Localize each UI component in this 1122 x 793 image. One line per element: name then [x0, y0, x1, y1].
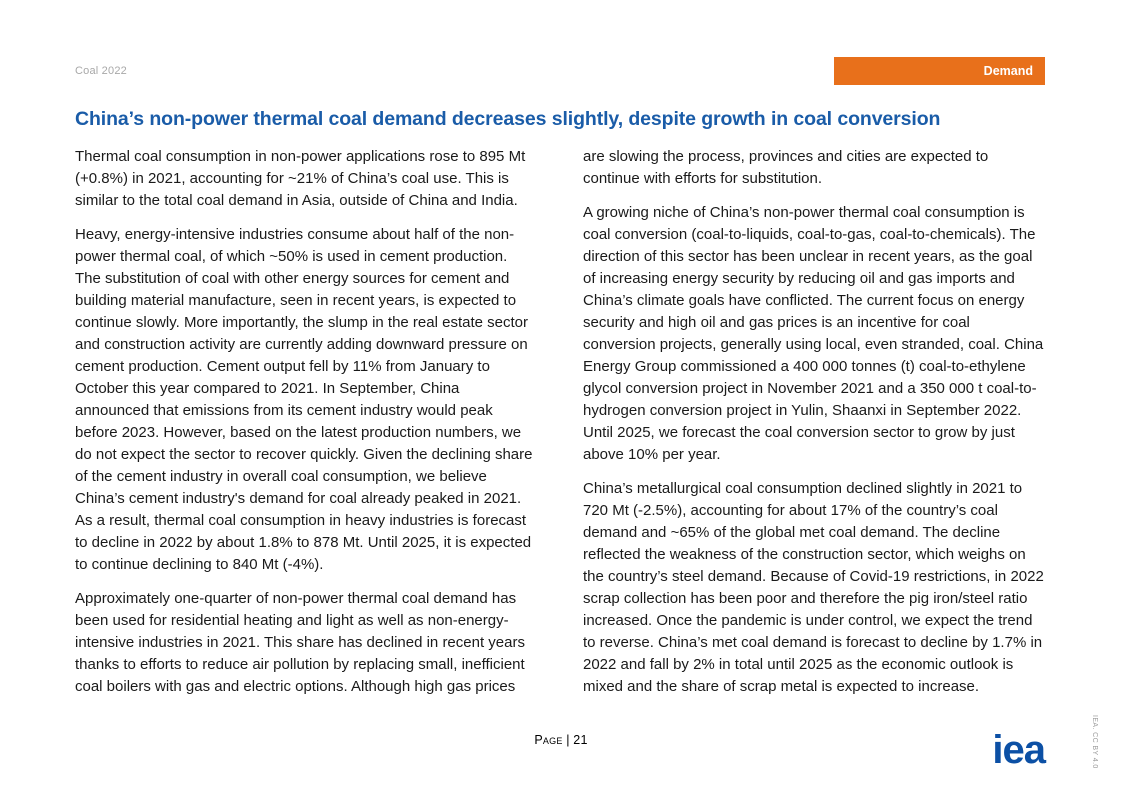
- section-tab-demand: [834, 57, 1045, 85]
- page-title: China’s non-power thermal coal demand decreases slightly, despite growth in coal conversion: [75, 108, 941, 130]
- left-column: [75, 146, 537, 698]
- report-title-label: Coal 2022: [75, 65, 127, 77]
- page-number: Page | 21: [534, 733, 588, 747]
- paragraph: Heavy, energy-intensive industries consume about half of the non-power thermal coal, of which ~50% is used in cement production. The substitution of coal with other energy sources for cement and building material manufacture, seen in recent years, is expected to continue slowly. More importantly, the slump in the real estate sector and construction activity are currently adding downward pressure on cement production. Cement output fell by 11% from January to October this year compared to 2021. In September, China announced that emissions from its cement industry would peak before 2023. However, based on the latest production numbers, we do not expect the sector to recover quickly. Given the declining share of the cement industry in overall coal consumption, we believe China’s cement industry's demand for coal already peaked in 2021. As a result, thermal coal consumption in heavy industries is forecast to decline in 2022 by about 1.8% to 878 Mt. Until 2025, it is expected to continue declining to 840 Mt (-4%).: [75, 226, 533, 573]
- section-tab-label: Demand: [983, 64, 1033, 78]
- iea-logo: iea: [992, 728, 1045, 772]
- license-note: IEA. CC BY 4.0: [1091, 715, 1098, 769]
- paragraph: China’s metallurgical coal consumption declined slightly in 2021 to 720 Mt (-2.5%), accounting for about 17% of the country’s coal demand and ~65% of the global met coal demand. The decline reflected the weakness of the construction sector, which weighs on the country’s steel demand. Because of Covid-19 restrictions, in 2022 scrap collection has been poor and therefore the pig iron/steel ratio increased. Once the pandemic is under control, we expect the trend to reverse. China’s met coal demand is forecast to decline by 1.7% in 2022 and fall by 2% in total until 2025 as the economic outlook is mixed and the share of scrap metal is expected to increase.: [583, 480, 1044, 695]
- body-columns: [75, 146, 1045, 698]
- paragraph: Approximately one-quarter of non-power thermal coal demand has been used for residential heating and light as well as non-energy-intensive industries in 2021. This share has declined in recent years thanks to efforts to reduce air pollution by replacing small, inefficient coal boilers with gas and electric options. Although high gas prices: [75, 590, 525, 695]
- right-column: [583, 146, 1045, 698]
- page-header: [75, 57, 1045, 85]
- paragraph: Thermal coal consumption in non-power applications rose to 895 Mt (+0.8%) in 2021, accounting for ~21% of China’s coal use. This is similar to the total coal demand in Asia, outside of China and India.: [75, 148, 526, 209]
- paragraph: A growing niche of China’s non-power thermal coal consumption is coal conversion (coal-to-liquids, coal-to-gas, coal-to-chemicals). The direction of this sector has been unclear in recent years, as the goal of increasing energy security by reducing oil and gas imports and China’s climate goals have conflicted. The current focus on energy security and high oil and gas prices is an incentive for coal conversion projects, generally using local, even stranded, coal. China Energy Group commissioned a 400 000 tonnes (t) coal-to-ethylene glycol conversion project in November 2021 and a 350 000 t coal-to-hydrogen conversion project in Yulin, Shaanxi in September 2022. Until 2025, we forecast the coal conversion sector to grow by just above 10% per year.: [583, 204, 1044, 463]
- paragraph: are slowing the process, provinces and cities are expected to continue with efforts for substitution.: [583, 148, 989, 187]
